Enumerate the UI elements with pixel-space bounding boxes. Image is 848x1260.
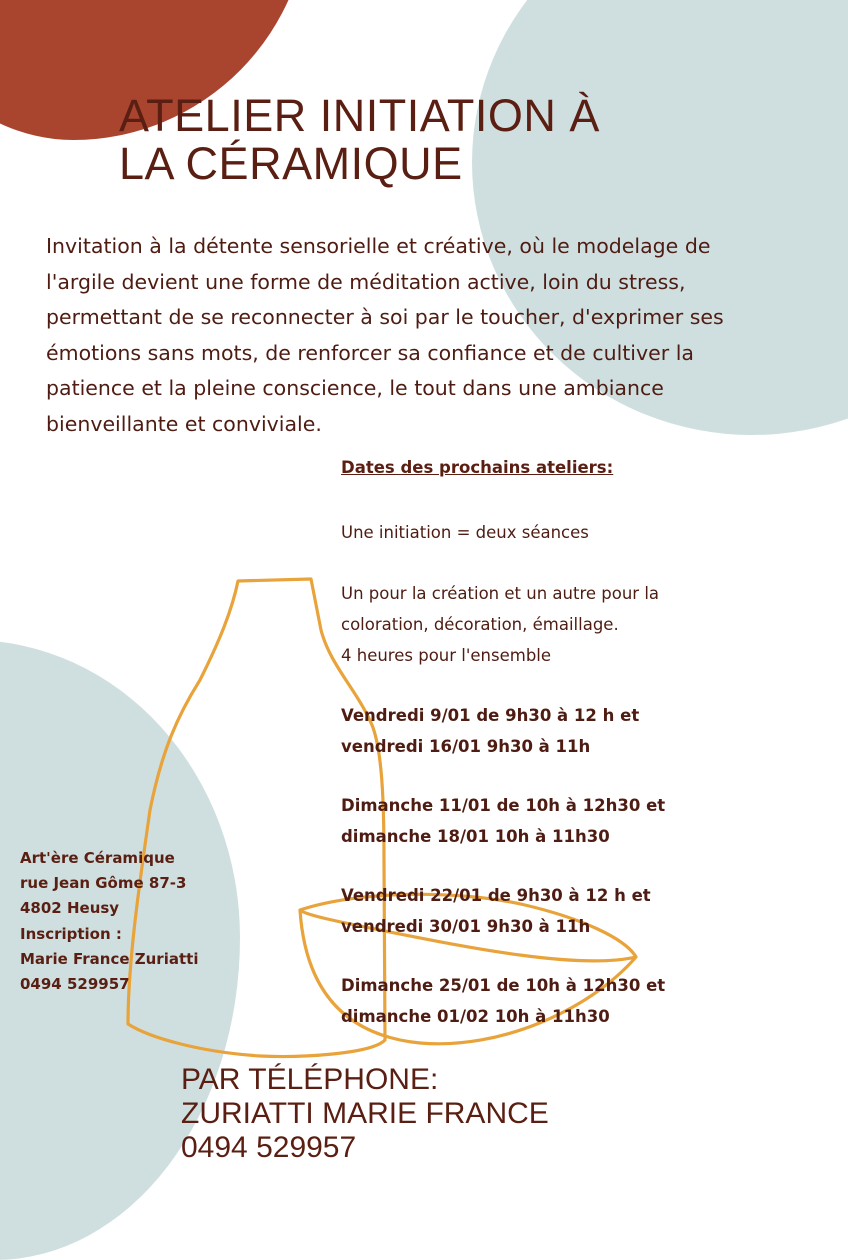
session-item: Dimanche 25/01 de 10h à 12h30 et dimanche 01/02 10h à 11h30 xyxy=(341,976,666,1026)
phone-number: 0494 529957 xyxy=(181,1131,357,1164)
session-item: Vendredi 9/01 de 9h30 à 12 h et vendredi 16/01 9h30 à 11h xyxy=(341,706,640,756)
address-line: Art'ère Céramique xyxy=(20,849,175,867)
page-title: ATELIER INITIATION À LA CÉRAMIQUE xyxy=(119,90,600,189)
session-description: Un pour la création et un autre pour la coloration, décoration, émaillage. 4 heures pour l'ensemble xyxy=(341,584,660,665)
phone-block xyxy=(181,1063,549,1165)
phone-contact-name: ZURIATTI MARIE FRANCE xyxy=(181,1097,549,1130)
address-line: rue Jean Gôme 87-3 xyxy=(20,874,187,893)
phone-heading: PAR TÉLÉPHONE: xyxy=(181,1063,439,1096)
address-block xyxy=(20,846,198,997)
address-line: 4802 Heusy xyxy=(20,899,120,918)
address-line: Marie France Zuriatti xyxy=(20,949,199,968)
session-item: Dimanche 11/01 de 10h à 12h30 et dimanche 18/01 10h à 11h30 xyxy=(341,796,666,846)
session-item: Vendredi 22/01 de 9h30 à 12 h et vendredi 30/01 9h30 à 11h xyxy=(341,886,651,936)
dates-heading: Dates des prochains ateliers: xyxy=(341,458,614,477)
address-phone: 0494 529957 xyxy=(20,975,130,994)
intro-paragraph: Invitation à la détente sensorielle et créative, où le modelage de l'argile devient une forme de méditation active, loin du stress, permettant de se reconnecter à soi par le toucher, d'exprimer ses émotions sans mots, de renforcer sa confiance et de cultiver la patience et la pleine conscience, le tout dans une ambiance bienveillante et conviviale. xyxy=(46,234,724,436)
initiation-note: Une initiation = deux séances xyxy=(341,523,589,542)
address-line: Inscription : xyxy=(20,924,122,943)
